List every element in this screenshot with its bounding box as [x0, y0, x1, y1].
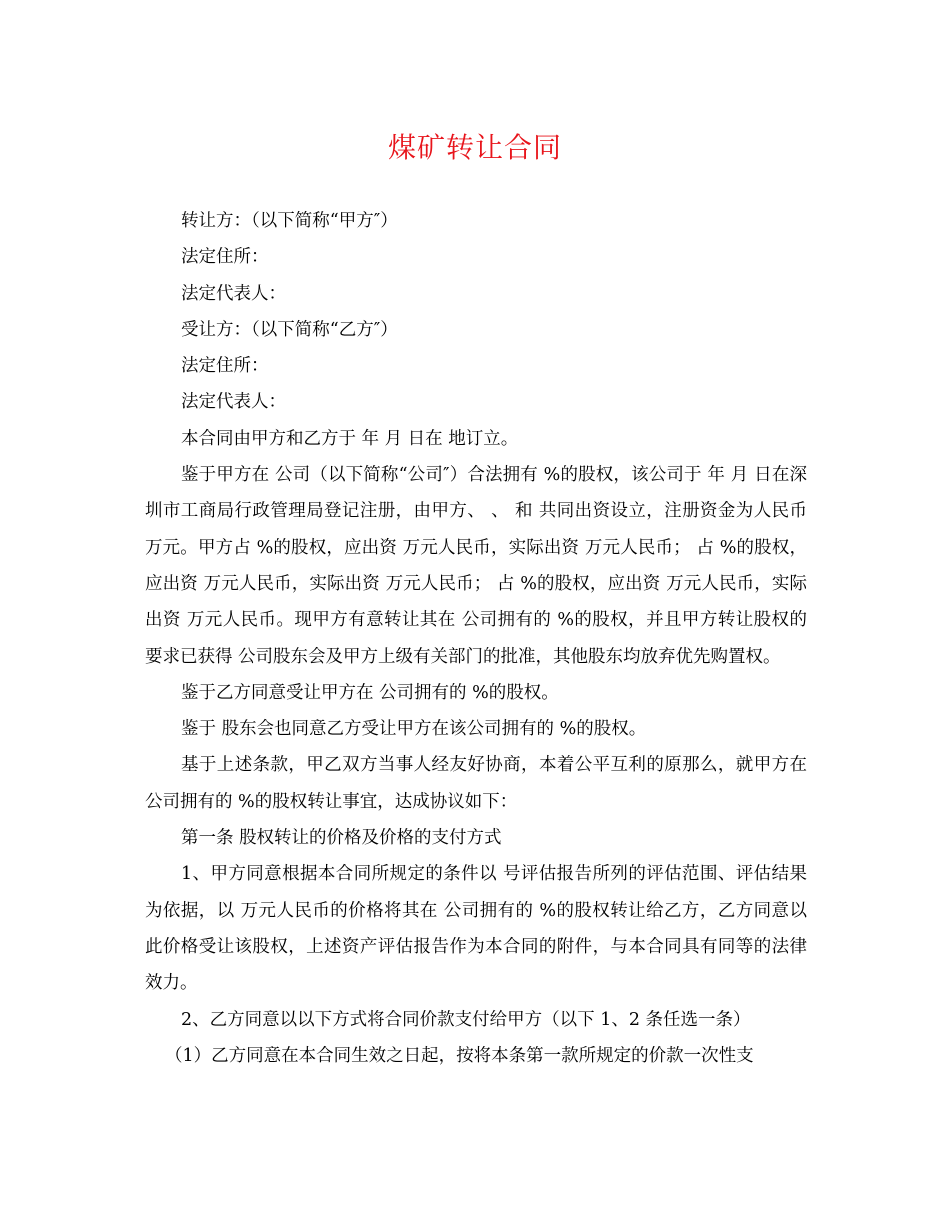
paragraph-recital-3: 鉴于 股东会也同意乙方受让甲方在该公司拥有的 %的股权。: [181, 719, 647, 740]
paragraph-transferee-address: 法定住所：: [181, 356, 269, 377]
article-1-heading: 第一条 股权转让的价格及价格的支付方式: [181, 828, 502, 849]
paragraph-transferee: 受让方：（以下简称“乙方″）: [181, 319, 398, 340]
article-1-clause-2-option-1: （1）乙方同意在本合同生效之日起，按将本条第一款所规定的价款一次性支: [165, 1045, 754, 1066]
paragraph-agreement-intro: 基于上述条款，甲乙双方当事人经友好协商，本着公平互利的原那么，就甲方在 公司拥有的 %的股权转让事宜，达成协议如下：: [145, 755, 807, 812]
paragraph-signing: 本合同由甲方和乙方于 年 月 日在 地订立。: [181, 428, 519, 449]
paragraph-transferor-address: 法定住所：: [181, 247, 269, 268]
paragraph-recital-2: 鉴于乙方同意受让甲方在 公司拥有的 %的股权。: [181, 682, 559, 703]
article-1-clause-1: 1、甲方同意根据本合同所规定的条件以 号评估报告所列的评估范围、评估结果为依据，以 万元人民币的价格将其在 公司拥有的 %的股权转让给乙方，乙方同意以此价格受让该股权，上述资产评估报告作为本合同的附件，与本合同具有同等的法律效力。: [145, 864, 807, 994]
paragraph-transferor: 转让方：（以下简称“甲方″）: [181, 211, 398, 231]
paragraph-transferor-representative: 法定代表人：: [181, 283, 286, 304]
document-title: 煤矿转让合同: [387, 131, 562, 164]
article-1-clause-2: 2、乙方同意以以下方式将合同价款支付给甲方（以下 1、2 条任选一条）: [181, 1009, 751, 1030]
paragraph-transferee-representative: 法定代表人：: [181, 392, 286, 413]
paragraph-recital-1: 鉴于甲方在 公司（以下简称“公司″）合法拥有 %的股权，该公司于 年 月 日在深圳市工商局行政管理局登记注册，由甲方、 、 和 共同出资设立，注册资金为人民币 万元。甲方占 %的股权，应出资 万元人民币，实际出资 万元人民币； 占 %的股权，应出资 万元人民币，实际出资 万元人民币； 占 %的股权，应出资 万元人民币，实际出资 万元人民币。现甲方有意转让其在 公司拥有的 %的股权，并且甲方转让股权的要求已获得 公司股东会及甲方上级有关部门的批准，其他股东均放弃优先购置权。: [145, 465, 807, 667]
document-body: [145, 203, 807, 1074]
